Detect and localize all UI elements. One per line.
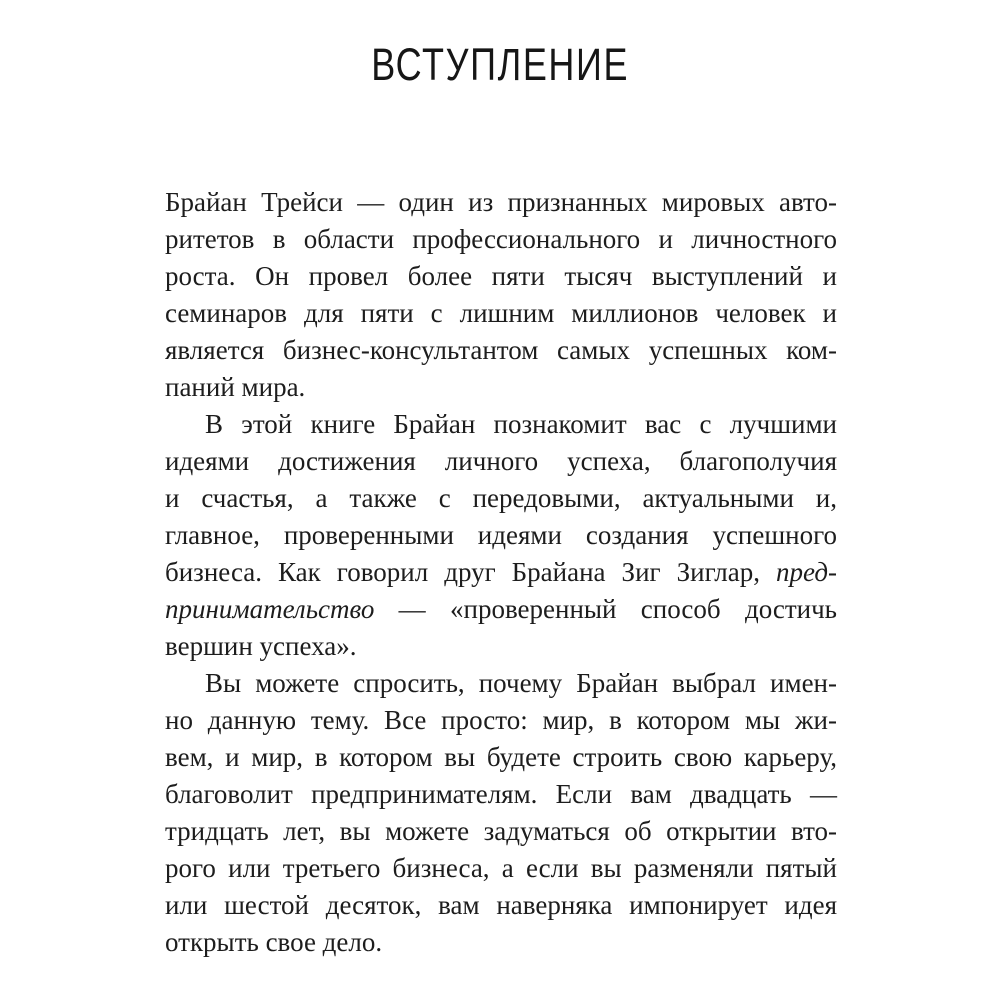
- text-segment: главное, проверенными идеями создания успешного: [165, 520, 837, 550]
- italic-text-segment: принимательство: [165, 594, 375, 624]
- text-line: [165, 776, 837, 813]
- text-line: [165, 850, 837, 887]
- text-line: [165, 628, 837, 665]
- text-segment: открыть свое дело.: [165, 927, 383, 957]
- text-line: [165, 406, 837, 443]
- text-segment: — «проверенный способ достичь: [374, 594, 837, 624]
- text-line: [165, 739, 837, 776]
- text-line: [165, 813, 837, 850]
- text-segment: В этой книге Брайан познакомит вас с лучшими: [205, 409, 837, 439]
- text-line: [165, 887, 837, 924]
- text-segment: ритетов в области профессионального и личностного: [165, 224, 837, 254]
- text-segment: и счастья, а также с передовыми, актуальными и,: [165, 483, 837, 513]
- text-line: [165, 443, 837, 480]
- text-line: [165, 924, 837, 961]
- text-segment: идеями достижения личного успеха, благополучия: [165, 446, 837, 476]
- text-line: [165, 591, 837, 628]
- text-segment: бизнеса. Как говорил друг Брайана Зиг Зиглар,: [165, 557, 777, 587]
- text-segment: тридцать лет, вы можете задуматься об открытии вто-: [165, 816, 837, 846]
- text-segment: вершин успеха».: [165, 631, 357, 661]
- text-segment: является бизнес-консультантом самых успешных ком-: [165, 335, 837, 365]
- text-line: [165, 221, 837, 258]
- text-segment: рого или третьего бизнеса, а если вы разменяли пятый: [165, 853, 837, 883]
- chapter-heading: [0, 41, 1000, 89]
- text-line: [165, 184, 837, 221]
- text-line: [165, 295, 837, 332]
- text-segment: семинаров для пяти с лишним миллионов человек и: [165, 298, 837, 328]
- text-segment: паний мира.: [165, 372, 306, 402]
- text-line: [165, 554, 837, 591]
- body-text: [165, 184, 837, 961]
- text-segment: Брайан Трейси — один из признанных мировых авто-: [165, 187, 837, 217]
- text-line: [165, 258, 837, 295]
- text-line: [165, 665, 837, 702]
- text-segment: или шестой десяток, вам наверняка импонирует идея: [165, 890, 837, 920]
- chapter-title: ВСТУПЛЕНИЕ: [371, 39, 629, 90]
- text-segment: Вы можете спросить, почему Брайан выбрал имен-: [205, 668, 837, 698]
- text-segment: но данную тему. Все просто: мир, в котором мы жи-: [165, 705, 837, 735]
- text-line: [165, 369, 837, 406]
- text-segment: благоволит предпринимателям. Если вам двадцать —: [165, 779, 837, 809]
- text-line: [165, 517, 837, 554]
- italic-text-segment: пред-: [776, 557, 837, 587]
- text-segment: роста. Он провел более пяти тысяч выступлений и: [165, 261, 837, 291]
- text-line: [165, 332, 837, 369]
- text-line: [165, 702, 837, 739]
- text-segment: вем, и мир, в котором вы будете строить свою карьеру,: [165, 742, 837, 772]
- text-line: [165, 480, 837, 517]
